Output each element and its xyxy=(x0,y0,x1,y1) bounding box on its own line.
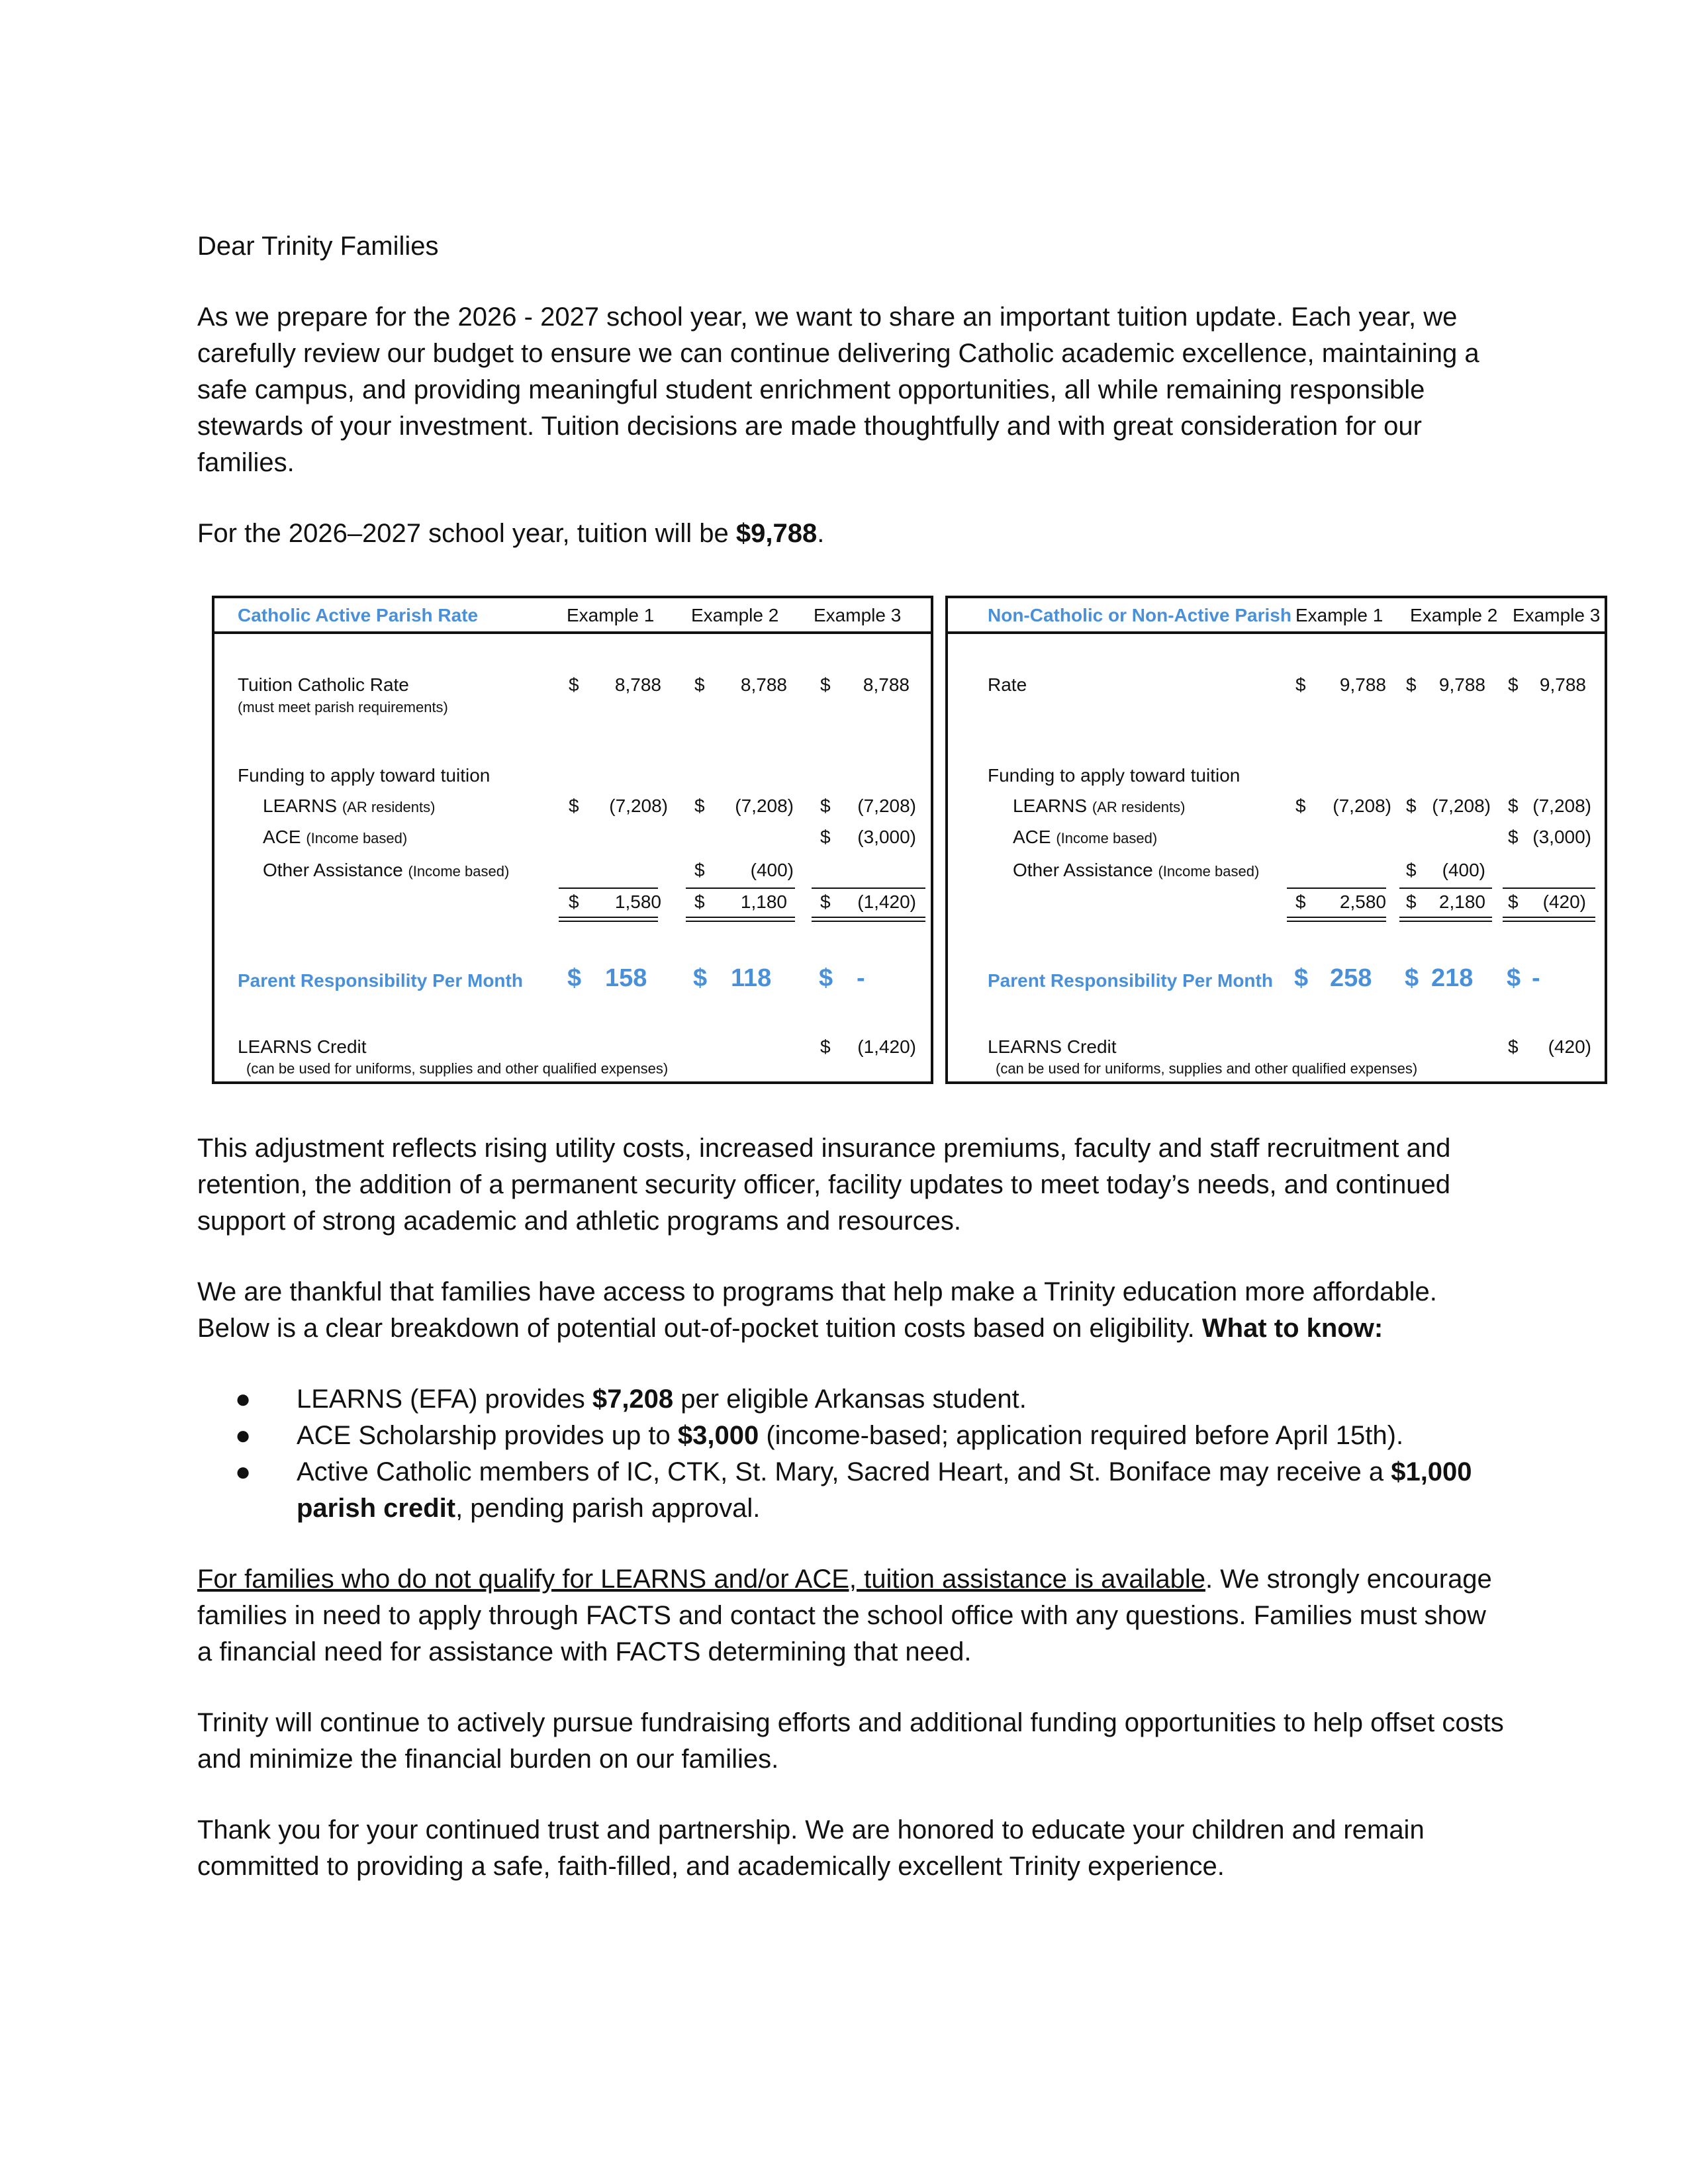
total-line xyxy=(559,917,658,922)
total-line xyxy=(1399,917,1492,922)
other-value-2: (400) xyxy=(750,860,794,880)
parent-value-1: 258 xyxy=(1330,964,1372,992)
currency-symbol: $ xyxy=(1508,1036,1519,1057)
list-item: ● ACE Scholarship provides up to $3,000 (income-based; application required before April 15th). xyxy=(197,1418,1508,1454)
fundraising-paragraph: Trinity will continue to actively pursue fundraising efforts and additional funding opportunities to help offset costs and minimize the financial burden on our families. xyxy=(197,1708,1504,1774)
list-item: ● Active Catholic members of IC, CTK, St. Mary, Sacred Heart, and St. Boniface may receive a $1,000 parish credit, pending parish approval. xyxy=(197,1454,1508,1527)
total-value-3: (1,420) xyxy=(857,891,916,912)
sum-line xyxy=(559,887,658,889)
learns-value-1: (7,208) xyxy=(1333,796,1391,816)
learns-credit-label: LEARNS Credit xyxy=(238,1036,367,1057)
total-line xyxy=(1287,917,1386,922)
thankful-paragraph: We are thankful that families have access to programs that help make a Trinity education more affordable. Below is a clear breakdown of potential out-of-pocket tuition costs based on eligibility. What to know: xyxy=(197,1277,1437,1343)
sum-line xyxy=(812,887,925,889)
sum-line xyxy=(1503,887,1595,889)
currency-symbol: $ xyxy=(569,674,579,695)
learns-credit-value: (420) xyxy=(1548,1036,1591,1057)
closing-paragraph: Thank you for your continued trust and partnership. We are honored to educate your children and remain committed to providing a safe, faith-filled, and academically excellent Trinity experience. xyxy=(197,1815,1425,1881)
currency-symbol: $ xyxy=(694,796,705,816)
total-line xyxy=(1503,917,1595,922)
letter-opening xyxy=(197,228,1508,552)
rate-value-2: 9,788 xyxy=(1438,674,1485,695)
currency-symbol: $ xyxy=(1508,891,1519,912)
parent-value-2: 118 xyxy=(731,964,772,992)
currency-symbol: $ xyxy=(569,891,579,912)
learns-value-2: (7,208) xyxy=(1432,796,1491,816)
col-example-3: Example 3 xyxy=(1513,605,1601,625)
funding-label: Funding to apply toward tuition xyxy=(988,765,1241,786)
currency-symbol: $ xyxy=(1294,964,1309,992)
learns-label: LEARNS (AR residents) xyxy=(1013,796,1186,816)
parent-responsibility-label: Parent Responsibility Per Month xyxy=(988,970,1273,991)
currency-symbol: $ xyxy=(694,860,705,880)
total-value-2: 2,180 xyxy=(1438,891,1485,912)
col-example-2: Example 2 xyxy=(1410,605,1498,625)
learns-value-1: (7,208) xyxy=(609,796,668,816)
bullet-icon: ● xyxy=(235,1421,252,1450)
learns-value-3: (7,208) xyxy=(857,796,916,816)
col-example-2: Example 2 xyxy=(691,605,779,625)
ace-label: ACE (Income based) xyxy=(1013,827,1158,847)
table-title: Non-Catholic or Non-Active Parish xyxy=(988,605,1291,625)
currency-symbol: $ xyxy=(1508,674,1519,695)
currency-symbol: $ xyxy=(820,891,831,912)
parent-value-3: - xyxy=(1532,964,1540,992)
rate-note: (must meet parish requirements) xyxy=(238,699,448,715)
col-example-1: Example 1 xyxy=(567,605,655,625)
currency-symbol: $ xyxy=(1507,964,1521,992)
other-value-2: (400) xyxy=(1442,860,1485,880)
ace-label: ACE (Income based) xyxy=(263,827,408,847)
total-line xyxy=(812,917,925,922)
currency-symbol: $ xyxy=(569,796,579,816)
eligibility-list xyxy=(197,1381,1508,1527)
currency-symbol: $ xyxy=(1295,796,1306,816)
total-value-3: (420) xyxy=(1542,891,1586,912)
rate-value-2: 8,788 xyxy=(740,674,787,695)
currency-symbol: $ xyxy=(1295,891,1306,912)
assistance-paragraph: For families who do not qualify for LEARNS and/or ACE, tuition assistance is available. We strongly encourage families in need to apply through FACTS and contact the school office with any questions. Families must show a financial need for assistance with FACTS determining that need. xyxy=(197,1565,1492,1666)
rate-value-3: 9,788 xyxy=(1539,674,1586,695)
sum-line xyxy=(1287,887,1386,889)
learns-credit-note: (can be used for uniforms, supplies and other qualified expenses) xyxy=(246,1060,669,1077)
col-example-3: Example 3 xyxy=(814,605,902,625)
ace-value-3: (3,000) xyxy=(857,827,916,847)
other-assistance-label: Other Assistance (Income based) xyxy=(263,860,510,880)
ace-value-3: (3,000) xyxy=(1532,827,1591,847)
total-line xyxy=(686,917,795,922)
currency-symbol: $ xyxy=(1508,796,1519,816)
what-to-know-heading: What to know: xyxy=(1201,1314,1383,1343)
currency-symbol: $ xyxy=(819,964,833,992)
learns-value-3: (7,208) xyxy=(1532,796,1591,816)
parent-value-2: 218 xyxy=(1431,964,1474,992)
currency-symbol: $ xyxy=(820,827,831,847)
total-value-1: 2,580 xyxy=(1339,891,1386,912)
currency-symbol: $ xyxy=(1406,796,1417,816)
bullet-icon: ● xyxy=(235,1457,252,1486)
parent-responsibility-label: Parent Responsibility Per Month xyxy=(238,970,523,991)
tuition-amount: $9,788 xyxy=(735,519,818,548)
funding-label: Funding to apply toward tuition xyxy=(238,765,491,786)
learns-credit-note: (can be used for uniforms, supplies and other qualified expenses) xyxy=(996,1060,1418,1077)
currency-symbol: $ xyxy=(694,674,705,695)
currency-symbol: $ xyxy=(820,796,831,816)
currency-symbol: $ xyxy=(1406,860,1417,880)
rate-label: Rate xyxy=(988,674,1027,695)
table-title: Catholic Active Parish Rate xyxy=(238,605,479,625)
noncatholic-rate-table xyxy=(945,596,1607,1084)
currency-symbol: $ xyxy=(567,964,582,992)
sum-line xyxy=(1399,887,1492,889)
currency-symbol: $ xyxy=(1508,827,1519,847)
total-value-2: 1,180 xyxy=(740,891,787,912)
col-example-1: Example 1 xyxy=(1295,605,1383,625)
parent-value-3: - xyxy=(857,964,865,992)
learns-credit-value: (1,420) xyxy=(857,1036,916,1057)
learns-label: LEARNS (AR residents) xyxy=(263,796,436,816)
currency-symbol: $ xyxy=(1406,891,1417,912)
rate-value-1: 8,788 xyxy=(614,674,661,695)
tuition-statement: For the 2026–2027 school year, tuition will be $9,788. xyxy=(197,519,825,548)
rate-label: Tuition Catholic Rate xyxy=(238,674,409,695)
list-item: ● LEARNS (EFA) provides $7,208 per eligible Arkansas student. xyxy=(197,1381,1508,1418)
currency-symbol: $ xyxy=(1406,674,1417,695)
currency-symbol: $ xyxy=(820,1036,831,1057)
currency-symbol: $ xyxy=(693,964,708,992)
total-value-1: 1,580 xyxy=(614,891,661,912)
currency-symbol: $ xyxy=(820,674,831,695)
learns-credit-label: LEARNS Credit xyxy=(988,1036,1117,1057)
rate-value-3: 8,788 xyxy=(863,674,910,695)
rate-value-1: 9,788 xyxy=(1339,674,1386,695)
currency-symbol: $ xyxy=(1295,674,1306,695)
bullet-icon: ● xyxy=(235,1385,252,1414)
other-assistance-label: Other Assistance (Income based) xyxy=(1013,860,1260,880)
catholic-rate-table xyxy=(212,596,933,1084)
letter-body xyxy=(197,1130,1508,1885)
intro-paragraph: As we prepare for the 2026 - 2027 school year, we want to share an important tuition update. Each year, we carefully review our budget to ensure we can continue delivering Catholic academic excellence, maintaining a safe campus, and providing meaningful student enrichment opportunities, all while remaining responsible stewards of your investment. Tuition decisions are made thoughtfully and with great consideration for our families. xyxy=(197,302,1479,477)
salutation: Dear Trinity Families xyxy=(197,232,439,261)
adjustment-paragraph: This adjustment reflects rising utility costs, increased insurance premiums, faculty and staff recruitment and retention, the addition of a permanent security officer, facility updates to meet today’s needs, and continued support of strong academic and athletic programs and resources. xyxy=(197,1134,1451,1236)
learns-value-2: (7,208) xyxy=(735,796,794,816)
parent-value-1: 158 xyxy=(605,964,647,992)
currency-symbol: $ xyxy=(694,891,705,912)
currency-symbol: $ xyxy=(1405,964,1419,992)
sum-line xyxy=(686,887,795,889)
